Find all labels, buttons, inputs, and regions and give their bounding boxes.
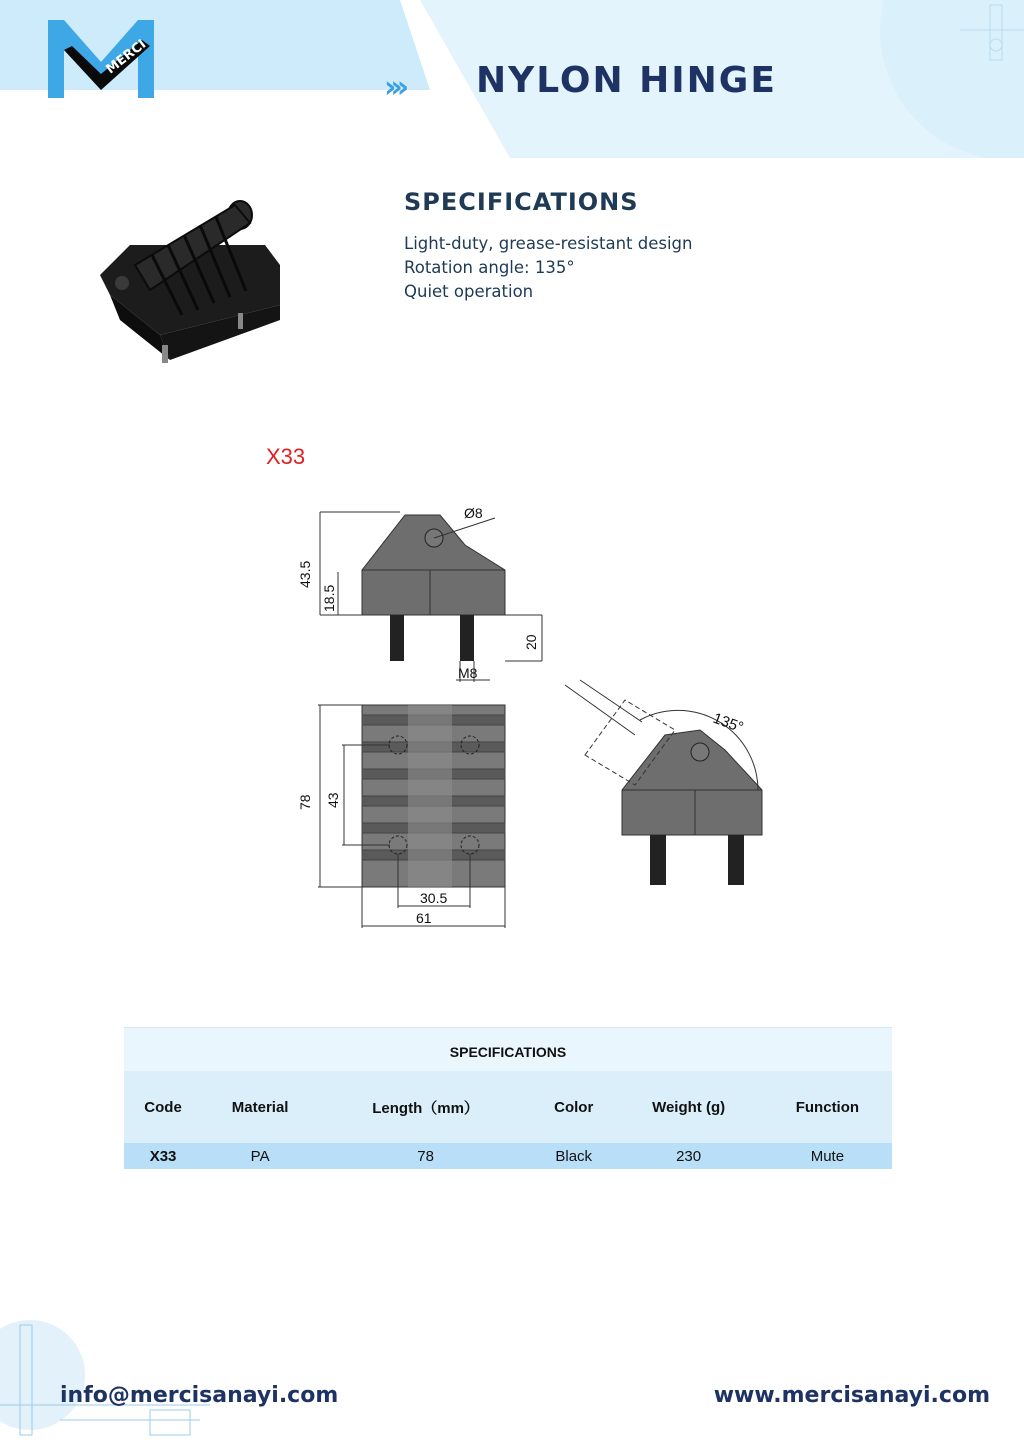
cell-weight: 230 [614, 1143, 762, 1169]
logo-text: MERCI [103, 36, 150, 78]
dim-length: 78 [297, 794, 313, 810]
footer-website-link[interactable]: www.mercisanayi.com [713, 1383, 990, 1408]
product-photo [90, 195, 290, 365]
table-caption: SPECIFICATIONS [124, 1028, 892, 1072]
spec-item: Light-duty, grease-resistant design [404, 234, 693, 253]
cell-material: PA [202, 1143, 318, 1169]
specifications-heading: SPECIFICATIONS [404, 188, 639, 216]
specifications-table [124, 1027, 892, 1169]
cell-function: Mute [763, 1143, 892, 1169]
dim-thread: M8 [458, 665, 478, 681]
column-header: Length（mm） [318, 1071, 533, 1143]
column-header: Code [124, 1071, 202, 1143]
cell-color: Black [533, 1143, 614, 1169]
dim-hole-spacing-v: 43 [325, 792, 341, 808]
product-code: X33 [266, 444, 306, 469]
dim-stud-length: 20 [523, 634, 539, 650]
rotation-view [565, 680, 762, 885]
column-header: Material [202, 1071, 318, 1143]
decorative-blueprint [0, 1305, 210, 1448]
specifications-list [404, 232, 692, 304]
dim-base-height: 18.5 [321, 584, 337, 612]
column-header: Color [533, 1071, 614, 1143]
merci-logo [46, 16, 156, 102]
side-view [297, 505, 542, 682]
dim-hole-spacing-h: 30.5 [420, 890, 448, 906]
dim-angle: 135° [710, 709, 746, 737]
cell-length: 78 [318, 1143, 533, 1169]
footer-email-link[interactable]: info@mercisanayi.com [60, 1383, 339, 1408]
technical-drawing [280, 490, 800, 940]
dim-height: 43.5 [297, 560, 313, 588]
table-row [124, 1143, 892, 1169]
dim-hole: Ø8 [464, 505, 483, 521]
dim-width: 61 [416, 910, 432, 926]
column-header: Weight (g) [614, 1071, 762, 1143]
top-view [297, 705, 505, 928]
cell-code: X33 [124, 1143, 202, 1169]
arrows-icon: ››› [384, 70, 404, 105]
decorative-blueprint [860, 0, 1024, 120]
page-title: NYLON HINGE [476, 60, 777, 101]
spec-item: Quiet operation [404, 282, 534, 301]
column-header: Function [763, 1071, 892, 1143]
spec-item: Rotation angle: 135° [404, 258, 575, 277]
